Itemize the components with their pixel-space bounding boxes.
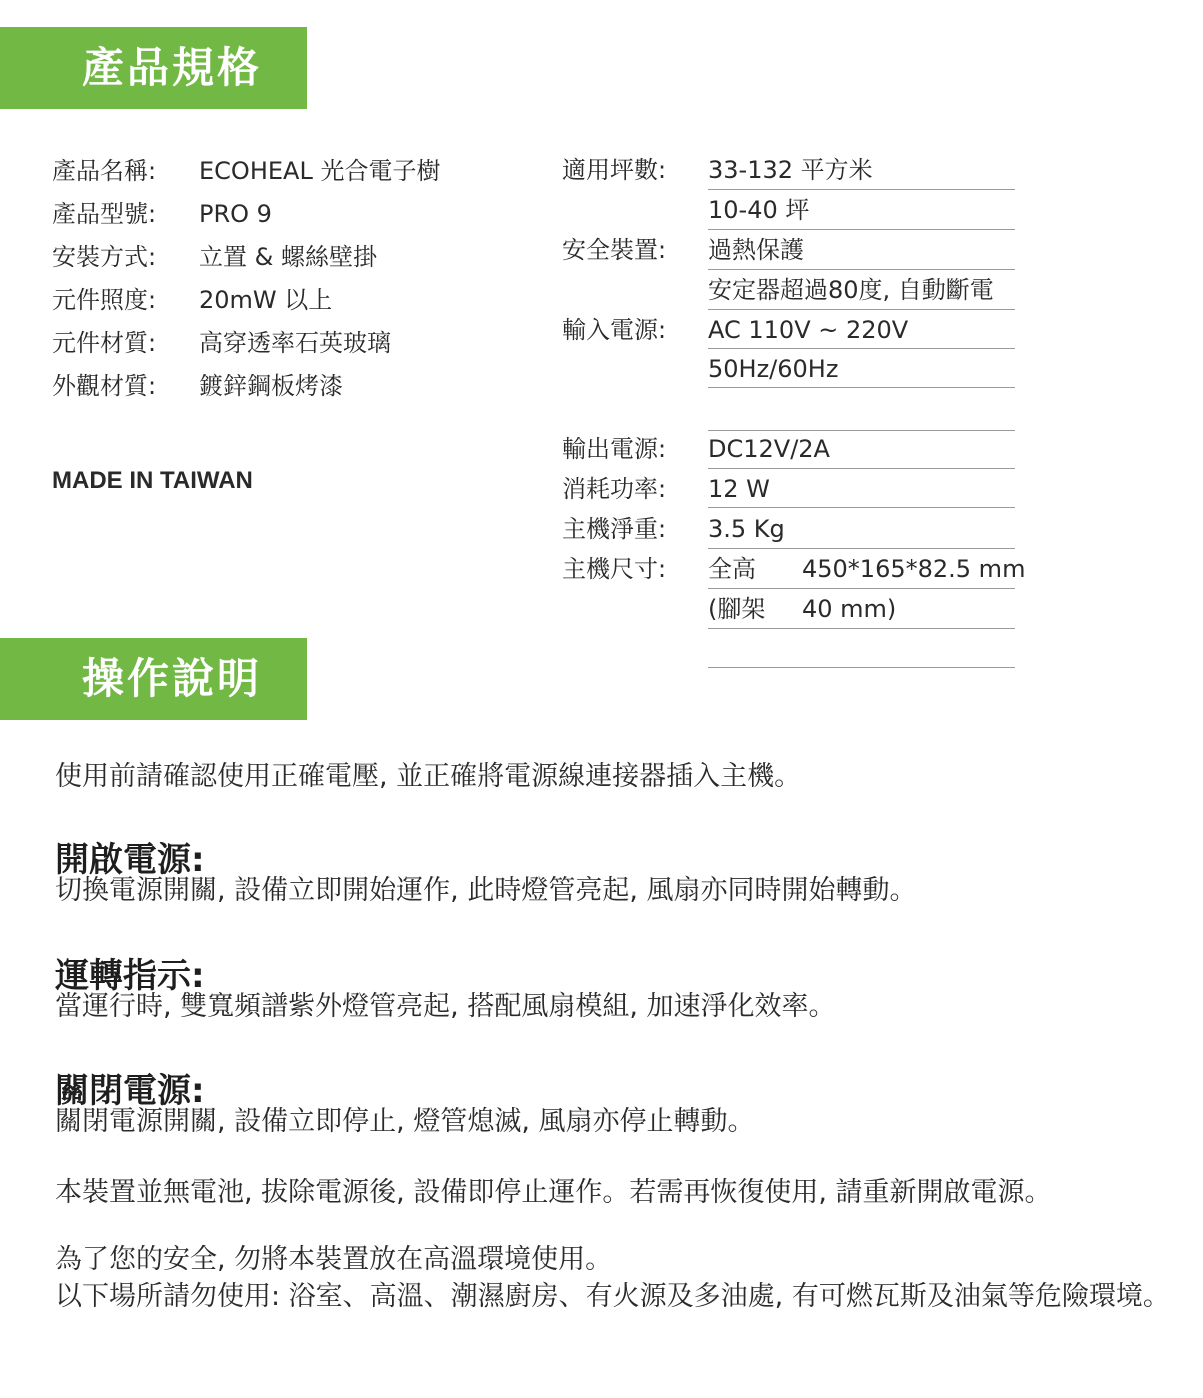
spec-size-height-label: 全高: [708, 555, 756, 583]
spec-label: 元件材質:: [52, 329, 157, 357]
operation-section-banner: 操作說明: [0, 638, 307, 720]
spec-row-component-material: [52, 322, 440, 365]
spec-divider: [708, 309, 1015, 310]
spec-label: 產品型號:: [52, 200, 157, 228]
spec-weight-value: 3.5 Kg: [708, 515, 785, 543]
spec-output-label: 輸出電源:: [562, 435, 667, 463]
spec-size-stand-label: (腳架: [708, 595, 766, 623]
spec-divider: [708, 548, 1015, 549]
spec-divider: [708, 588, 1015, 589]
spec-safety-label: 安全裝置:: [562, 236, 667, 264]
spec-size-label: 主機尺寸:: [562, 555, 667, 583]
spec-divider: [708, 189, 1015, 190]
safety-note-1: 為了您的安全, 勿將本裝置放在高溫環境使用。: [55, 1244, 613, 1275]
operation-intro: 使用前請確認使用正確電壓, 並正確將電源線連接器插入主機。: [55, 761, 802, 792]
spec-label: 產品名稱:: [52, 157, 157, 185]
spec-value: 20mW 以上: [199, 286, 333, 314]
spec-divider: [708, 667, 1015, 668]
spec-section-banner: 產品規格: [0, 27, 307, 109]
spec-row-name: [52, 150, 440, 193]
spec-size-stand-value: 40 mm): [802, 595, 897, 623]
spec-safety-value-1: 過熱保護: [708, 236, 804, 264]
spec-label: 外觀材質:: [52, 372, 157, 400]
running-text: 當運行時, 雙寬頻譜紫外燈管亮起, 搭配風扇模組, 加速淨化效率。: [55, 991, 836, 1022]
power-on-heading: 開啟電源:: [55, 840, 205, 880]
spec-value: 立置 & 螺絲壁掛: [199, 243, 377, 271]
spec-divider: [708, 507, 1015, 508]
spec-area-value-sqm: 33-132 平方米: [708, 156, 873, 184]
power-off-heading: 關閉電源:: [55, 1071, 205, 1111]
spec-left-list: [52, 150, 440, 408]
spec-label: 安裝方式:: [52, 243, 157, 271]
spec-input-frequency: 50Hz/60Hz: [708, 355, 839, 383]
spec-divider: [708, 348, 1015, 349]
spec-value: 鍍鋅鋼板烤漆: [199, 372, 343, 400]
spec-value: PRO 9: [199, 200, 272, 228]
spec-divider: [708, 468, 1015, 469]
spec-value: 高穿透率石英玻璃: [199, 329, 391, 357]
spec-power-value: 12 W: [708, 475, 770, 503]
spec-weight-label: 主機淨重:: [562, 515, 667, 543]
spec-input-label: 輸入電源:: [562, 316, 667, 344]
spec-size-height-value: 450*165*82.5 mm: [802, 555, 1026, 583]
spec-power-label: 消耗功率:: [562, 475, 667, 503]
spec-output-value: DC12V/2A: [708, 435, 830, 463]
spec-row-irradiance: [52, 279, 440, 322]
spec-row-model: [52, 193, 440, 236]
spec-input-voltage: AC 110V ~ 220V: [708, 316, 909, 344]
spec-area-label: 適用坪數:: [562, 156, 667, 184]
spec-divider: [708, 628, 1015, 629]
power-on-text: 切換電源開關, 設備立即開始運作, 此時燈管亮起, 風扇亦同時開始轉動。: [55, 875, 917, 906]
spec-label: 元件照度:: [52, 286, 157, 314]
power-off-text: 關閉電源開關, 設備立即停止, 燈管熄滅, 風扇亦停止轉動。: [55, 1106, 755, 1137]
spec-divider: [708, 229, 1015, 230]
running-heading: 運轉指示:: [55, 956, 205, 996]
spec-value: ECOHEAL 光合電子樹: [199, 157, 441, 185]
spec-safety-value-2: 安定器超過80度, 自動斷電: [708, 276, 994, 304]
spec-row-install: [52, 236, 440, 279]
spec-area-value-ping: 10-40 坪: [708, 196, 810, 224]
spec-divider: [708, 269, 1015, 270]
spec-divider: [708, 430, 1015, 431]
spec-divider: [708, 387, 1015, 388]
spec-row-exterior-material: [52, 365, 440, 408]
made-in-label: MADE IN TAIWAN: [52, 467, 253, 494]
battery-note: 本裝置並無電池, 拔除電源後, 設備即停止運作。若需再恢復使用, 請重新開啟電源。: [55, 1177, 1052, 1208]
safety-note-2: 以下場所請勿使用: 浴室、高溫、潮濕廚房、有火源及多油處, 有可燃瓦斯及油氣等危險環境。: [55, 1281, 1170, 1312]
